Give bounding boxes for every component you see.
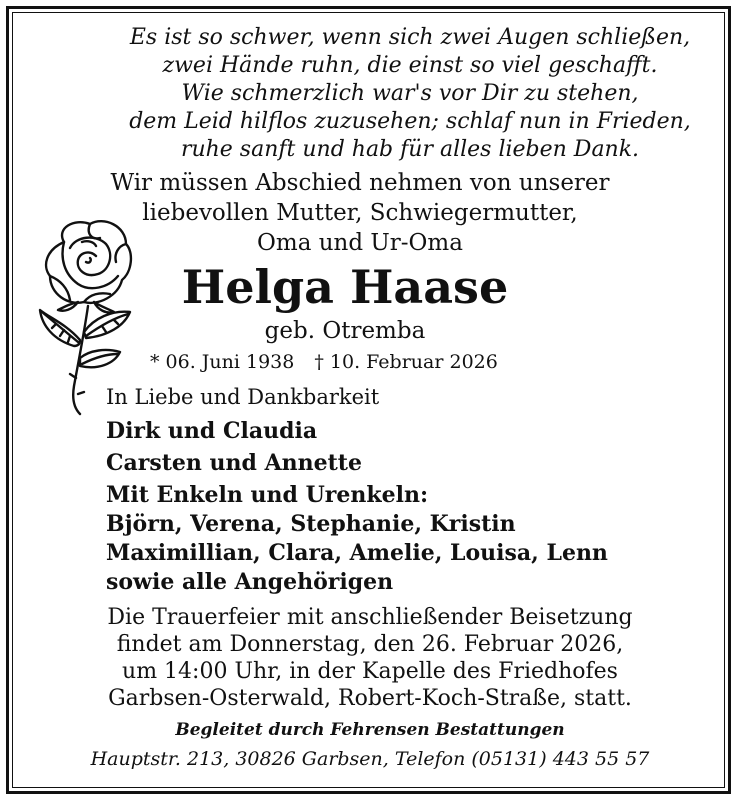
- mourner-line: Maximillian, Clara, Amelie, Louisa, Lenn: [106, 540, 608, 566]
- poem-line: ruhe sanft und hab für alles lieben Dank.: [180, 137, 640, 162]
- birth-date: * 06. Juni 1938: [150, 351, 295, 373]
- mourner-line: Dirk und Claudia: [106, 418, 318, 444]
- deceased-name: Helga Haase: [181, 260, 509, 314]
- undertaker-info: [30, 716, 710, 774]
- birth-name: geb. Otremba: [264, 318, 426, 344]
- intro-line: Oma und Ur-Oma: [257, 230, 463, 256]
- poem-line: Wie schmerzlich war's vor Dir zu stehen,: [181, 81, 639, 106]
- mourner-line: Björn, Verena, Stephanie, Kristin: [106, 511, 516, 537]
- intro-line: Wir müssen Abschied nehmen von unserer: [110, 170, 610, 196]
- funeral-line: Garbsen-Osterwald, Robert-Koch-Straße, statt.: [108, 686, 632, 711]
- funeral-line: um 14:00 Uhr, in der Kapelle des Friedhofes: [122, 659, 618, 684]
- mourner-line: Mit Enkeln und Urenkeln:: [106, 482, 429, 508]
- funeral-line: findet am Donnerstag, den 26. Februar 2026,: [116, 632, 624, 657]
- poem-line: zwei Hände ruhn, die einst so viel geschafft.: [162, 53, 658, 78]
- undertaker-name: Begleitet durch Fehrensen Bestattungen: [175, 720, 565, 740]
- mourner-line: Carsten und Annette: [106, 450, 362, 476]
- poem: [100, 24, 720, 164]
- poem-line: Es ist so schwer, wenn sich zwei Augen schließen,: [129, 25, 691, 50]
- funeral-details: [30, 604, 710, 712]
- intro-line: liebevollen Mutter, Schwiegermutter,: [142, 200, 578, 226]
- mourners-lead: In Liebe und Dankbarkeit: [106, 385, 380, 409]
- death-date: † 10. Februar 2026: [314, 351, 498, 373]
- mourners: [106, 382, 716, 597]
- mourner-line: sowie alle Angehörigen: [106, 569, 394, 595]
- funeral-line: Die Trauerfeier mit anschließender Beisetzung: [107, 605, 633, 630]
- life-dates: [150, 348, 590, 376]
- poem-line: dem Leid hilflos zuzusehen; schlaf nun in Frieden,: [129, 109, 691, 134]
- undertaker-address: Hauptstr. 213, 30826 Garbsen, Telefon (05131) 443 55 57: [90, 748, 650, 770]
